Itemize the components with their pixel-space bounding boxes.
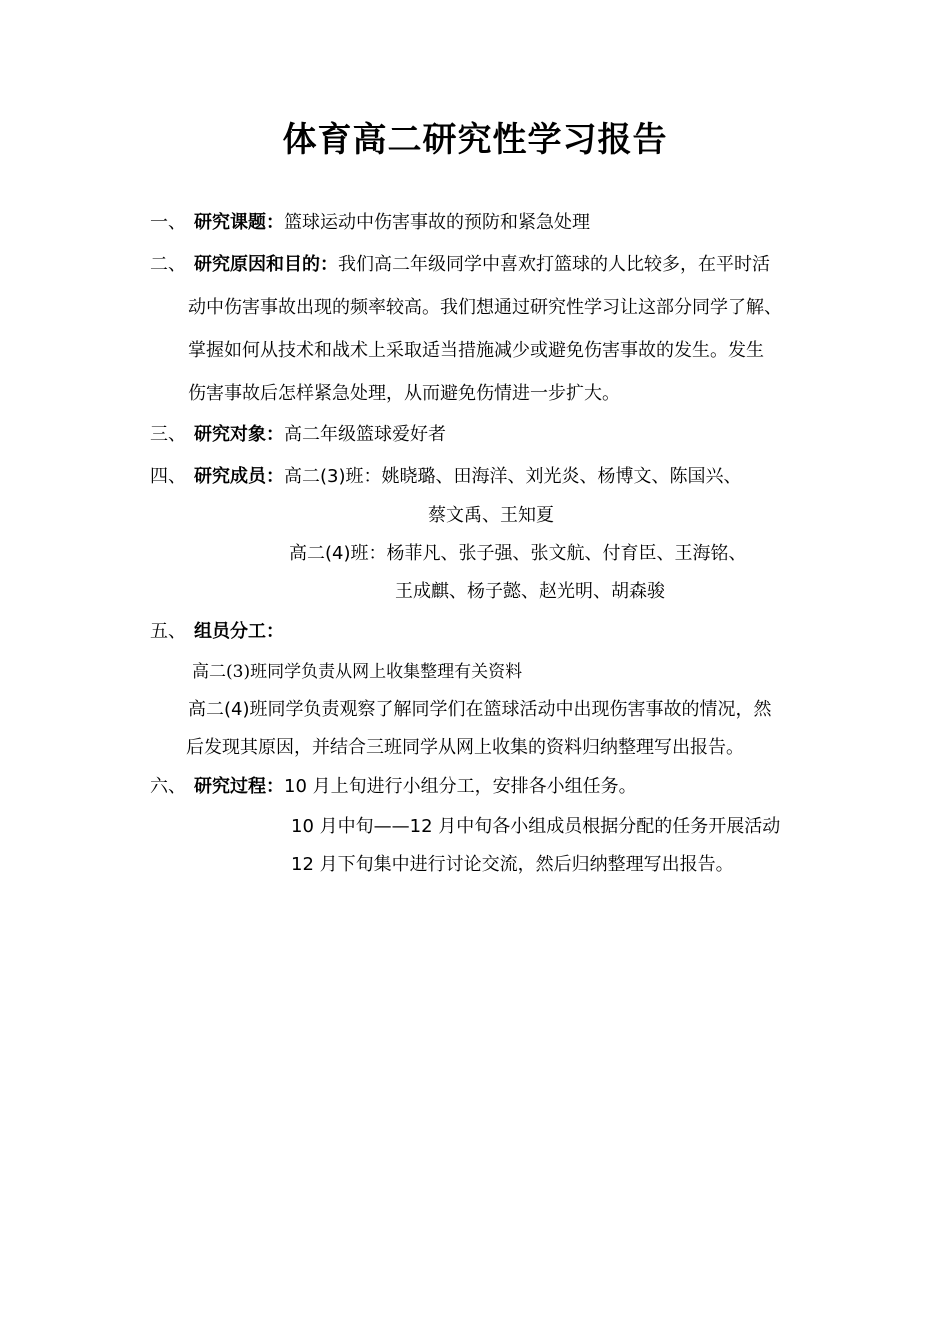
section-4-class4-line-2: 王成麒、杨子懿、赵光明、胡森骏: [395, 581, 665, 602]
section-6: [150, 775, 637, 799]
section-1: [150, 211, 590, 235]
section-5-line-2: 高二(4)班同学负责观察了解同学们在篮球活动中出现伤害事故的情况，然: [188, 699, 772, 720]
section-4: [150, 465, 742, 489]
section-3-number: 三、: [150, 424, 186, 445]
section-4-number: 四、: [150, 466, 186, 487]
section-4-label: 研究成员：: [194, 466, 284, 487]
section-2-line-4: 伤害事故后怎样紧急处理，从而避免伤情进一步扩大。: [188, 383, 620, 404]
section-2-line-3: 掌握如何从技术和战术上采取适当措施减少或避免伤害事故的发生。发生: [188, 340, 764, 361]
section-1-text: 篮球运动中伤害事故的预防和紧急处理: [284, 212, 590, 233]
page-title: 体育高二研究性学习报告: [282, 120, 668, 160]
section-2-line-2: 动中伤害事故出现的频率较高。我们想通过研究性学习让这部分同学了解、: [188, 297, 782, 318]
section-2: [150, 253, 770, 277]
section-1-number: 一、: [150, 212, 186, 233]
section-3-text: 高二年级篮球爱好者: [284, 424, 446, 445]
section-6-label: 研究过程：: [194, 776, 284, 797]
section-2-number: 二、: [150, 254, 186, 275]
section-6-line-2: 10 月中旬——12 月中旬各小组成员根据分配的任务开展活动: [291, 816, 781, 837]
section-4-class4-line-1: 高二(4)班：杨菲凡、张子强、张文航、付育臣、王海铭、: [289, 543, 747, 564]
section-6-line-3: 12 月下旬集中进行讨论交流，然后归纳整理写出报告。: [291, 854, 734, 875]
section-2-label: 研究原因和目的：: [194, 254, 338, 275]
section-3: [150, 423, 446, 447]
section-6-line-1: 10 月上旬进行小组分工，安排各小组任务。: [284, 776, 637, 797]
section-2-line-1: 我们高二年级同学中喜欢打篮球的人比较多，在平时活: [338, 254, 770, 275]
section-5-line-1: 高二(3)班同学负责从网上收集整理有关资料: [192, 662, 523, 682]
section-5-number: 五、: [150, 621, 186, 642]
section-5-line-3: 后发现其原因，并结合三班同学从网上收集的资料归纳整理写出报告。: [186, 737, 744, 758]
section-5-label: 组员分工：: [194, 621, 284, 642]
section-3-label: 研究对象：: [194, 424, 284, 445]
section-5: [150, 620, 284, 644]
section-1-label: 研究课题：: [194, 212, 284, 233]
section-4-class3-line-1: 高二(3)班：姚晓璐、田海洋、刘光炎、杨博文、陈国兴、: [284, 466, 742, 487]
section-4-class3-line-2: 蔡文禹、王知夏: [428, 505, 554, 526]
section-6-number: 六、: [150, 776, 186, 797]
